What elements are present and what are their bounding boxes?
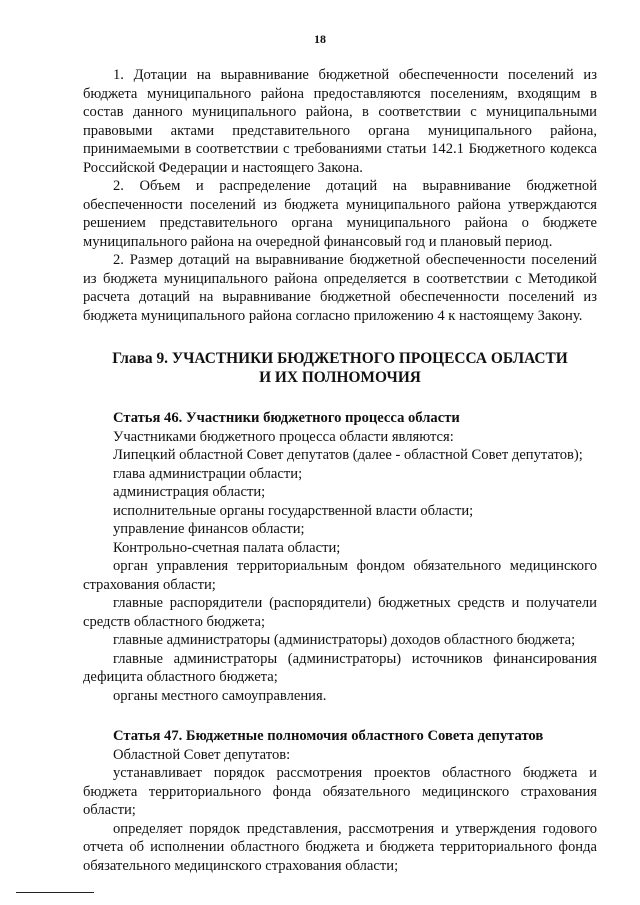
paragraph-subsidies-3: 2. Размер дотаций на выравнивание бюджетной обеспеченности поселений из бюджета муниципального района определяется в соответствии с Методикой расчета дотаций на выравнивание бюджетной обеспеченности поселений из бюджета муниципального района согласно приложению 4 к настоящему Закону. — [83, 252, 597, 324]
article-47-title: Статья 47. Бюджетные полномочия областного Совета депутатов — [113, 728, 544, 744]
list-item: Липецкий областной Совет депутатов (далее - областной Совет депутатов); — [113, 447, 583, 463]
chapter-title-line-1: Глава 9. УЧАСТНИКИ БЮДЖЕТНОГО ПРОЦЕССА ОБЛАСТИ — [112, 350, 568, 367]
list-item: определяет порядок представления, рассмотрения и утверждения годового отчета об исполнении областного бюджета и бюджета территориального фонда обязательного медицинского страхования области; — [83, 820, 597, 874]
page-number: 18 — [314, 32, 326, 46]
list-item: исполнительные органы государственной власти области; — [113, 502, 474, 519]
list-item: управление финансов области; — [113, 521, 305, 537]
list-item: главные администраторы (администраторы) доходов областного бюджета; — [113, 632, 576, 648]
footnote-divider — [16, 892, 94, 893]
list-item: глава администрации области; — [113, 465, 303, 482]
paragraph-subsidies-1: 1. Дотации на выравнивание бюджетной обеспеченности поселений из бюджета муниципального района предоставляются поселениям, входящим в состав данного муниципального района, в соответствии с муниципальными правовыми актами представительного органа муниципального района, принимаемыми в соответствии с требованиями статьи 142.1 Бюджетного кодекса Российской Федерации и настоящего Закона. — [83, 67, 597, 176]
list-item: Контрольно-счетная палата области; — [113, 539, 341, 556]
list-item: администрация области; — [113, 484, 266, 500]
list-item: устанавливает порядок рассмотрения проектов областного бюджета и бюджета территориального фонда обязательного медицинского страхования области; — [83, 765, 597, 818]
article-47-lead: Областной Совет депутатов: — [113, 746, 291, 763]
list-item: главные распорядители (распорядители) бюджетных средств и получатели средств областного бюджета; — [83, 595, 597, 630]
list-item: органы местного самоуправления. — [113, 687, 327, 704]
article-46-lead: Участниками бюджетного процесса области являются: — [113, 428, 454, 445]
chapter-title-line-2: И ИХ ПОЛНОМОЧИЯ — [259, 369, 421, 386]
paragraph-subsidies-2: 2. Объем и распределение дотаций на выравнивание бюджетной обеспеченности поселений из бюджета муниципального района утверждаются решением представительного органа муниципального района о бюджете муниципального района на очередной финансовый год и плановый период. — [83, 178, 597, 250]
list-item: орган управления территориальным фондом обязательного медицинского страхования области; — [83, 558, 597, 593]
document-body — [83, 66, 597, 875]
article-46-title: Статья 46. Участники бюджетного процесса области — [113, 410, 460, 426]
list-item: главные администраторы (администраторы) источников финансирования дефицита областного бюджета; — [83, 650, 597, 685]
